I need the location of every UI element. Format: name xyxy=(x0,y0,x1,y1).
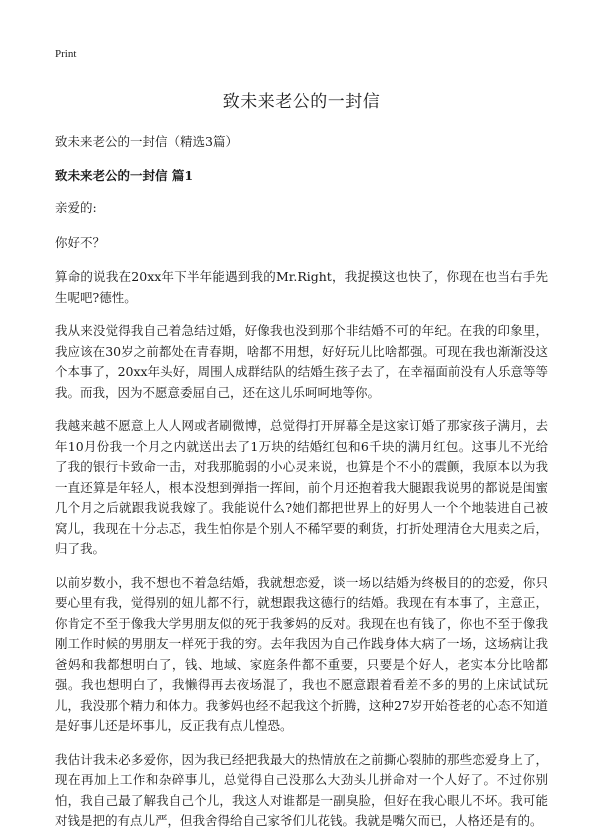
greeting-paragraph: 亲爱的: xyxy=(55,200,97,215)
body-paragraph: 你好不？ xyxy=(55,234,106,250)
body-paragraph: 我越来越不愿意上人人网或者刷微博，总觉得打开屏幕全是这家订婚了那家孩子满月，去年10月份我一个月之内就送出去了1万块的结婚红包和6千块的满月红包。这事儿不光给了我的银行卡致命一击，对我那脆弱的小心灵来说，也算是个不小的震颤，我原本以为我一直还算是年轻人，根本没想到弹指一挥间，前个月还抱着我大腿跟我说男的都说是闺蜜几个月之后就跟我说我嫁了。我能说什么?她们都把世界上的好男人一个个地装进自己被窝儿，我现在十分忐忑，我生怕你是个别人不稀罕要的剩货，打折处理清仓大甩卖之后，归了我。 xyxy=(55,418,548,556)
print-label[interactable]: Print xyxy=(55,48,77,60)
document-title: 致未来老公的一封信 xyxy=(222,92,381,112)
body-paragraph: 我从来没觉得我自己着急结过婚，好像我也没到那个非结婚不可的年纪。在我的印象里，我应该在30岁之前都处在青春期，啥都不用想，好好玩儿比啥都强。可现在我也渐渐没这个本事了，20xx年头好，周围人成群结队的结婚生孩子去了，在幸福面前没有人乐意等等我。而我，因为不愿意委屈自己，还在这儿乐呵呵地等你。 xyxy=(55,323,548,400)
section-title: 致未来老公的一封信 篇1 xyxy=(55,168,194,183)
body-paragraph: 以前岁数小，我不想也不着急结婚，我就想恋爱，谈一场以结婚为终极目的的恋爱，你只要心里有我，觉得别的妞儿都不行，就想跟我这德行的结婚。我现在有本事了，主意正，你肯定不至于像我大学男朋友似的死于我爹妈的反对。我现在也有钱了，你也不至于像我刚工作时候的男朋友一样死于我的穷。去年我因为自己作践身体大病了一场，这场病让我爸妈和我都想明白了，钱、地域、家庭条件都不重要，只要是个好人，老实本分比啥都强。我也想明白了，我懒得再去夜场混了，我也不愿意跟着看差不多的男的上床试试玩儿，我没那个精力和体力。我爹妈也经不起我这个折腾，这种27岁开始苍老的心态不知道是好事儿还是坏事儿，反正我有点儿惶恐。 xyxy=(55,574,548,733)
body-paragraph: 算命的说我在20xx年下半年能遇到我的Mr.Right，我捉摸这也快了，你现在也当右手先生呢吧?德性。 xyxy=(55,269,548,305)
body-paragraph: 我估计我未必多爱你，因为我已经把我最大的热情放在之前撕心裂肺的那些恋爱身上了，现在再加上工作和杂碎事儿，总觉得自己没那么大劲头儿拼命对一个人好了。不过你别怕，我自己最了解我自己个儿，我这人对谁都是一副臭脸，但好在我心眼儿不坏。我可能对钱是把的有点儿严，但我舍得给自己家爷们儿花钱。我就是嘴欠而已，人格还是有的。 xyxy=(55,751,548,828)
document-subtitle: 致未来老公的一封信（精选3篇） xyxy=(55,134,238,149)
